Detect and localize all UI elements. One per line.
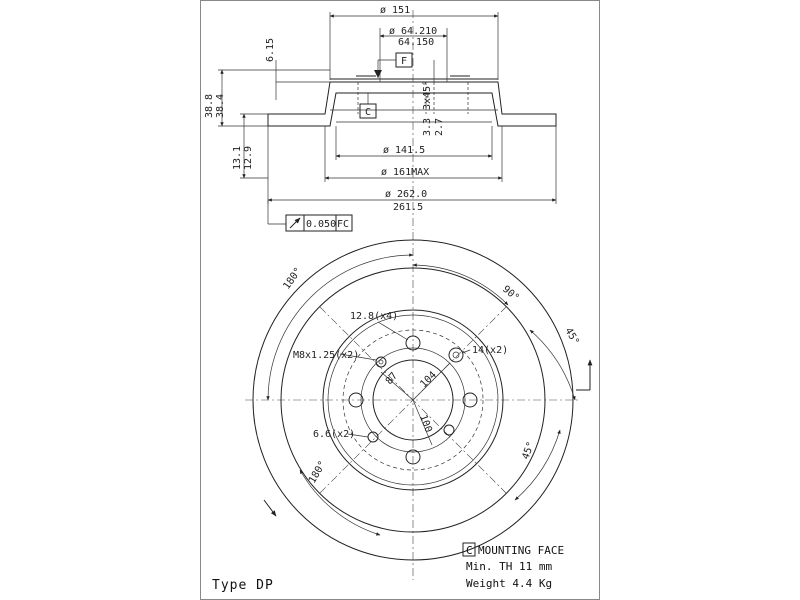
dim-d141-5: ø 141.5 xyxy=(383,145,426,156)
runout-value: 0.050 xyxy=(306,219,337,230)
label-hole-14: 14(x2) xyxy=(472,345,509,356)
dim-2-7: 2.7 xyxy=(434,117,445,136)
runout-ref: FC xyxy=(337,219,350,230)
dim-d262: ø 262.0 xyxy=(385,189,428,200)
dim-64-150: 64.150 xyxy=(398,37,435,48)
type-label: Type DP xyxy=(212,578,274,593)
hole-14 xyxy=(449,348,463,362)
dim-12-9: 12.9 xyxy=(243,145,254,170)
dim-261-5: 261.5 xyxy=(393,202,424,213)
label-180-bottom: 180° xyxy=(307,459,329,486)
hat-profile xyxy=(268,79,556,126)
label-45-right: 45° xyxy=(562,326,581,348)
section-view xyxy=(204,5,556,231)
datum-c: C xyxy=(365,107,372,118)
dim-d64-210: ø 64.210 xyxy=(389,26,438,37)
weight-note: Weight 4.4 Kg xyxy=(466,577,553,590)
dim-d161max: ø 161MAX xyxy=(381,167,430,178)
drawing-frame xyxy=(201,1,600,600)
c-marker: C xyxy=(466,544,473,557)
hole-6-6 xyxy=(444,425,454,435)
notes-block xyxy=(212,543,564,593)
dim-6-15: 6.15 xyxy=(265,37,276,62)
label-r100: 100 xyxy=(417,413,434,434)
label-hole-12-8: 12.8(x4) xyxy=(350,311,399,322)
dim-d151: ø 151 xyxy=(380,5,411,16)
front-view xyxy=(245,232,590,580)
dim-13-1: 13.1 xyxy=(232,145,243,170)
label-r104: 104 xyxy=(418,369,439,391)
label-r87: 87 xyxy=(383,370,401,387)
dim-38-8: 38.8 xyxy=(204,93,215,118)
dim-38-4: 38.4 xyxy=(215,93,226,118)
label-180-top: 180° xyxy=(281,265,305,292)
label-hole-6-6: 6.6(x2) xyxy=(313,429,356,440)
datum-f: F xyxy=(401,56,408,67)
label-90: 90° xyxy=(500,283,521,304)
label-45-lower: 45° xyxy=(520,440,537,462)
label-thread: M8x1.25(x2) xyxy=(293,350,360,361)
dim-chamfer: 3x45° xyxy=(422,79,433,110)
mounting-face-note: MOUNTING FACE xyxy=(478,544,565,557)
runout-frame xyxy=(286,215,352,231)
dim-3-3: 3.3 xyxy=(422,117,433,136)
min-thickness-note: Min. TH 11 mm xyxy=(466,560,553,573)
